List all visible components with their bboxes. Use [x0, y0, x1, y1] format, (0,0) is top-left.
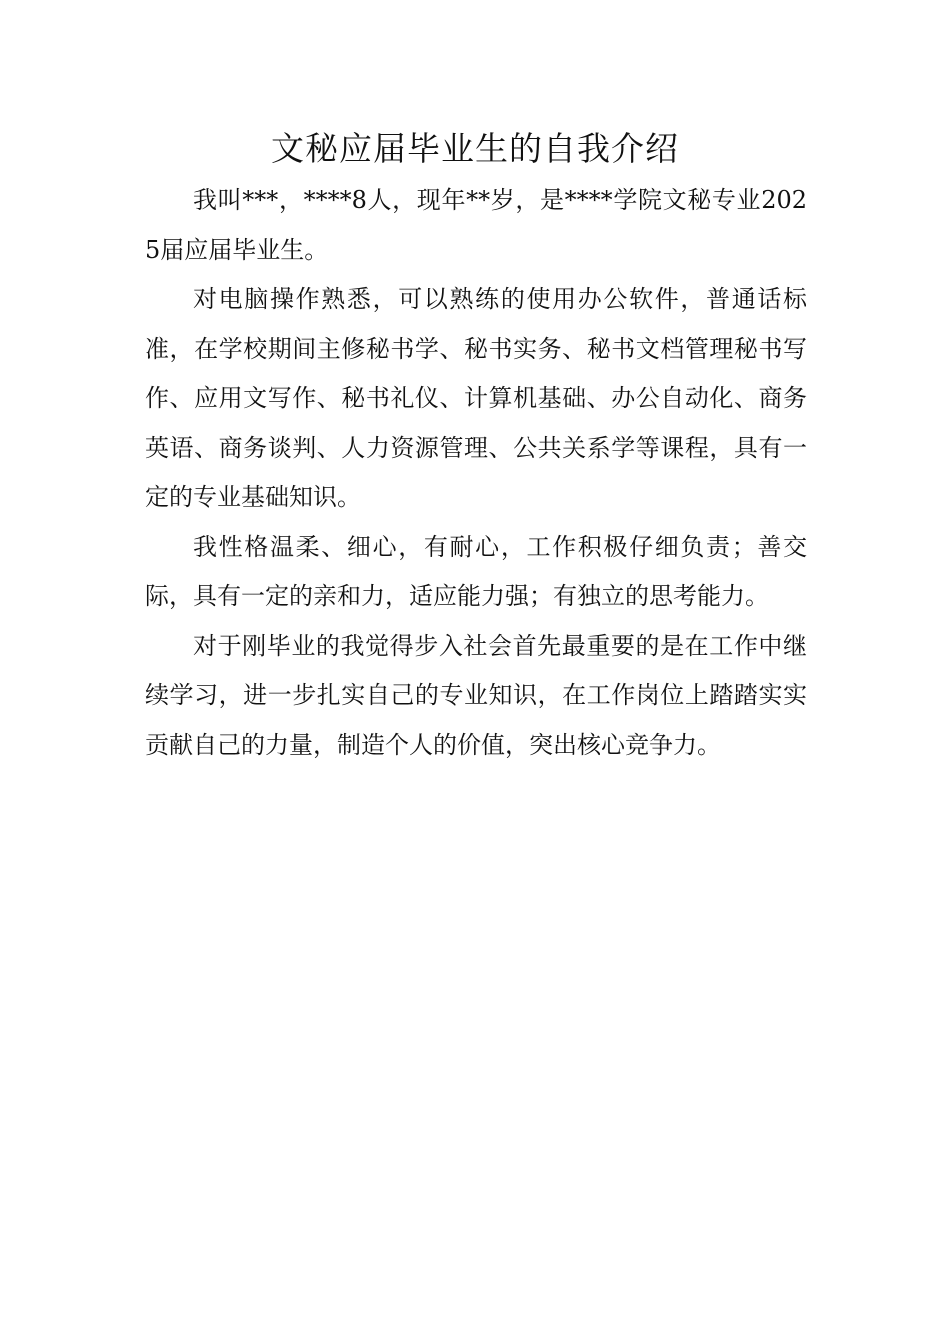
paragraph-skills: 对电脑操作熟悉，可以熟练的使用办公软件，普通话标准，在学校期间主修秘书学、秘书实务、秘书文档管理秘书写作、应用文写作、秘书礼仪、计算机基础、办公自动化、商务英语、商务谈判、人力资源管理、公共关系学等课程，具有一定的专业基础知识。 [145, 285, 807, 511]
paragraph-outlook: 对于刚毕业的我觉得步入社会首先最重要的是在工作中继续学习，进一步扎实自己的专业知识，在工作岗位上踏踏实实贡献自己的力量，制造个人的价值，突出核心竞争力。 [145, 631, 807, 759]
paragraph-intro: 我叫***，****8人，现年**岁，是****学院文秘专业2025届应届毕业生。 [145, 186, 807, 264]
paragraph-personality: 我性格温柔、细心，有耐心，工作积极仔细负责；善交际，具有一定的亲和力，适应能力强；有独立的思考能力。 [145, 532, 807, 610]
document-title: 文秘应届毕业生的自我介绍 [271, 129, 679, 168]
document-body [145, 176, 807, 770]
